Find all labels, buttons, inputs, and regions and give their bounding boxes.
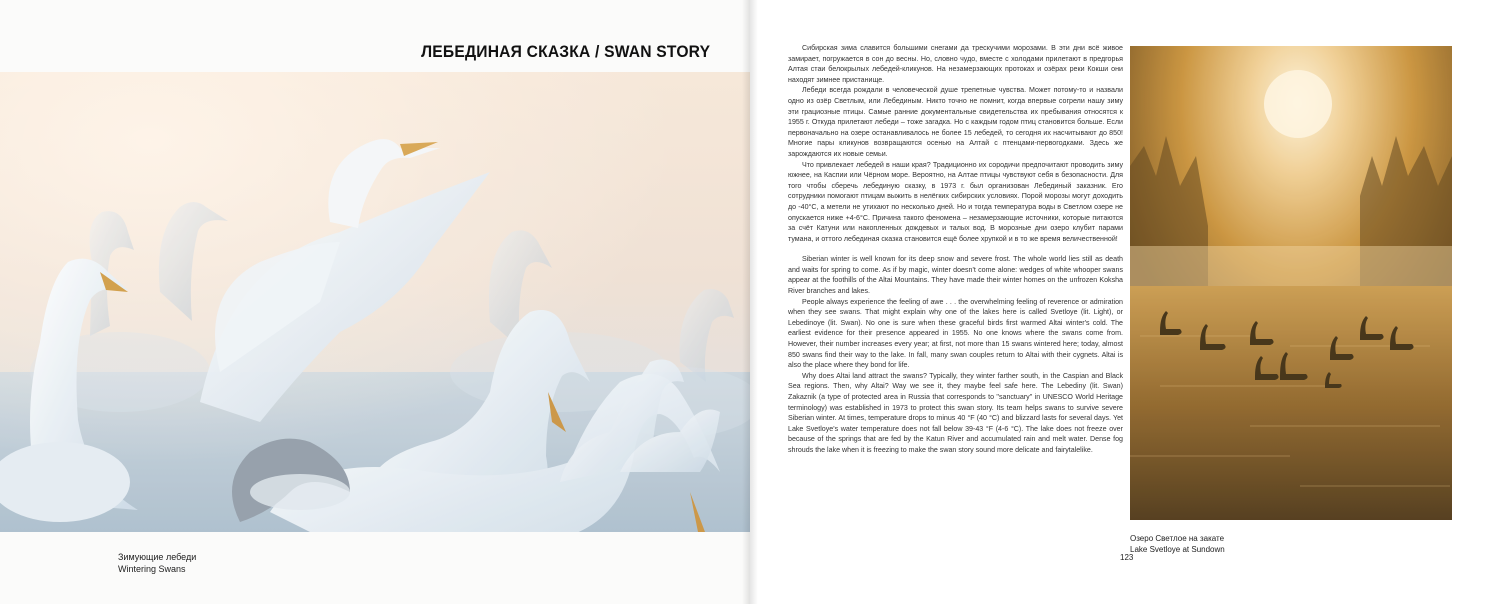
lake-sundown-photo (1130, 46, 1452, 520)
caption-en: Wintering Swans (118, 564, 186, 574)
ru-paragraph-3: Что привлекает лебедей в наши края? Традиционно их сородичи предпочитают проводить зиму южнее, на Каспии или Чёрном море. Вероятно, на Алтае птицы чувствуют себя в безопасности. Для того чтобы сберечь лебединую сказку, в 1973 г. был организован Лебединый заказник. Его сотрудники помогают птицам выжить в нелёгких сибирских условиях. Порой морозы могут доходить до -40°C, а метели не утихают по несколько дней. Но и тогда температура воды в Светлом озере не опускается ниже +4-6°C. Причина такого феномена – незамерзающие источники, которые питаются за счёт Катуни или накопленных дождевых и талых вод. В морозные дни озеро клубит парами тумана, и оттого лебединая сказка становится ещё более хрупкой и в то же время величественной! (788, 160, 1123, 243)
article-text (788, 43, 1123, 456)
caption-ru: Озеро Светлое на закате (1130, 534, 1225, 543)
en-paragraph-1: Siberian winter is well known for its deep snow and severe frost. The whole world lies still as death and waits for spring to come. As if by magic, winter doesn't come alone: wedges of white whooper swans appear at the foothills of the Altai Mountains. They have made their winter homes on the unfrozen Koksha River branches and lakes. (788, 255, 1123, 296)
en-paragraph-2: People always experience the feeling of awe . . . the overwhelming feeling of reverence or admiration when they see swans. That might explain why one of the lakes here is called Svetloye (lit. Light), or Lebedinoye (lit. Swan). No one is sure when these graceful birds first warmed Altai winter's cold. The earliest evidence for their presence appeared in 1955. No one knows where the swans come from. However, their number increases every year; at first, not more than 15 swans wintered here; today, almost 850 swans find their way to the lake. In fall, many swan couples return to Altai with their cygnets. Altai is also the place where they bond for life. (788, 297, 1123, 370)
caption-en: Lake Svetloye at Sundown (1130, 545, 1225, 554)
right-caption (1130, 533, 1225, 555)
ru-paragraph-2: Лебеди всегда рождали в человеческой душе трепетные чувства. Может потому-то и назвали одно из озёр Светлым, или Лебединым. Никто точно не помнит, когда впервые согрели нашу зиму эти грациозные птицы. Самые ранние документальные свидетельства их пребывания относятся к 1955 г. Откуда прилетают лебеди – тоже загадка. Но с каждым годом птиц становится больше. Если первоначально на озере останавливалось не более 15 лебедей, то сегодня их насчитывают до 850! Многие пары кликунов возвращаются осенью на Алтай с птенцами-первогодками. Здесь же зарождаются их новые семьи. (788, 86, 1123, 158)
en-paragraph-3: Why does Altai land attract the swans? Typically, they winter farther south, in the Caspian and Black Sea regions. Then, why Altai? Way we see it, they maybe feel safe here. The Lebediny (lit. Swan) Zakaznik (a type of protected area in Russia that corresponds to "sanctuary" in UNESCO World Heritage terminology) was established in 1973 to protect this swan story. Its team helps swans to survive severe Siberian winter. At times, temperature drops to minus 40 °F (40 °C) and blizzard lasts for several days. Yet Lake Svetloye's water temperature does not fall below 39-43 °F (4-6 °C). The lake does not freeze over because of the springs that are fed by the Katun River and accumulated rain and melt water. Dense fog shrouds the lake when it is freezing to make the swan story sound more delicate and fairytalelike. (788, 371, 1123, 454)
right-page (750, 0, 1500, 604)
page-number: 123 (1120, 553, 1134, 562)
wintering-swans-photo (0, 72, 750, 532)
caption-ru: Зимующие лебеди (118, 552, 197, 562)
left-caption (118, 551, 196, 575)
page-title: ЛЕБЕДИНАЯ СКАЗКА / SWAN STORY (420, 42, 710, 61)
ru-paragraph-1: Сибирская зима славится большими снегами да трескучими морозами. В эти дни всё живое замирает, погружается в сон до весны. Но, словно чудо, вместе с холодами прилетают в предгорья Алтая стаи белокрылых лебедей-кликунов. На незамерзающих протоках и озёрах реки Кокши они находят зимнее пристанище. (788, 44, 1123, 84)
